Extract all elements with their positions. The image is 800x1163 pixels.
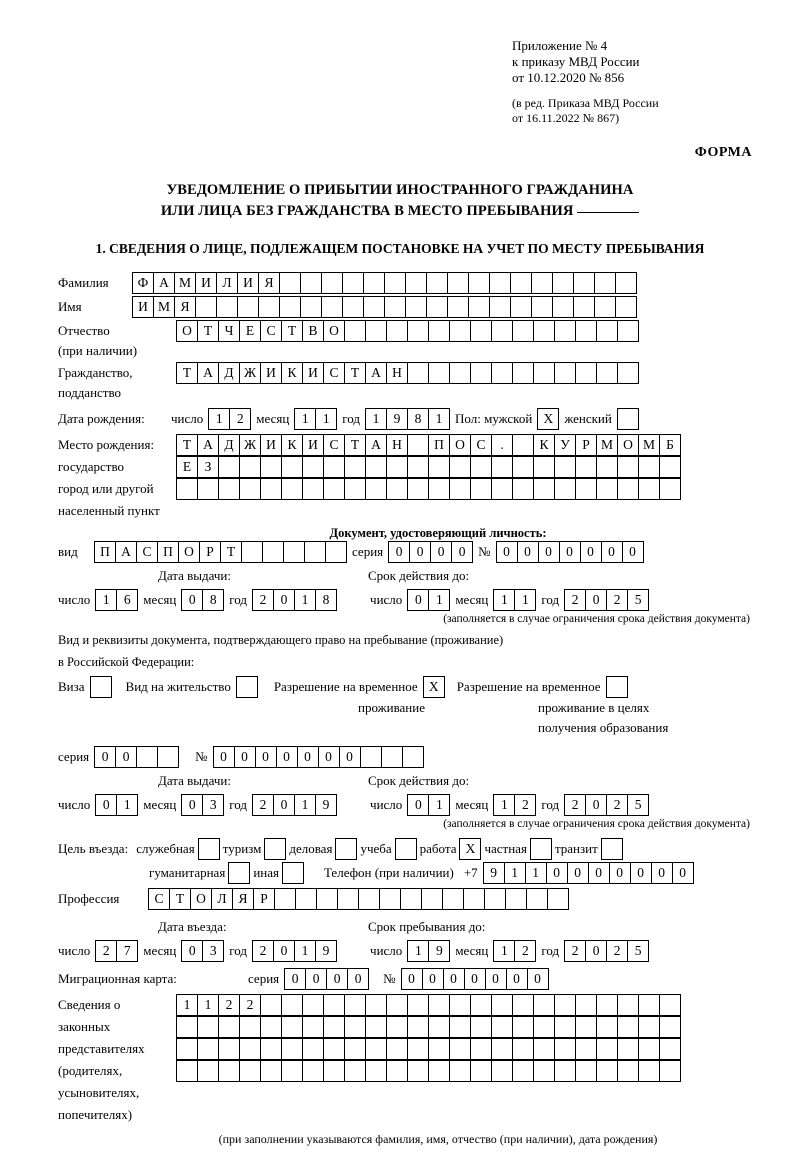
permit-number-label: №	[195, 749, 208, 764]
representatives-row-1[interactable]: 1 1 2 2	[176, 994, 681, 1016]
row-patronymic	[58, 320, 758, 360]
purpose-option-label-0: служебная	[136, 841, 195, 856]
permit-issue-month-label: месяц	[143, 797, 177, 812]
representatives-label-2: законных	[58, 1019, 111, 1034]
row-purpose	[58, 838, 758, 860]
purpose-option-label-7: гуманитарная	[149, 865, 226, 880]
issue-year-input[interactable]: 2 0 1 8	[252, 589, 337, 611]
row-issue-headings	[58, 565, 758, 587]
permit-valid-month-input[interactable]: 1 2	[493, 794, 536, 816]
citizenship-label: Гражданство,	[58, 365, 133, 380]
valid-year-label: год	[541, 592, 560, 607]
temp-residence-checkbox[interactable]: Х	[423, 676, 445, 698]
residence-checkbox[interactable]	[236, 676, 258, 698]
purpose-option-label-5: частная	[484, 841, 527, 856]
row-birthdate	[58, 408, 758, 430]
name-label: Имя	[58, 299, 82, 314]
phone-label: Телефон (при наличии)	[323, 865, 454, 880]
representatives-row-4[interactable]	[176, 1060, 681, 1082]
stay-day-input[interactable]: 1 9	[407, 940, 450, 962]
header-line-5: от 16.11.2022 № 867)	[512, 111, 620, 125]
doc-series-label: серия	[352, 544, 384, 559]
edu-residence-checkbox[interactable]	[606, 676, 628, 698]
migration-card-label: Миграционная карта:	[58, 971, 177, 986]
row-entry-dates	[58, 940, 758, 962]
visa-label: Виза	[58, 679, 85, 694]
sex-female-checkbox[interactable]	[617, 408, 639, 430]
permit-valid-month-label: месяц	[455, 797, 489, 812]
row-name	[58, 296, 758, 318]
permit-valid-day-label: число	[370, 797, 403, 812]
birthdate-label: Дата рождения:	[58, 411, 145, 426]
temp-residence-label: Разрешение на временное	[273, 679, 418, 694]
patronymic-sublabel: (при наличии)	[58, 343, 138, 358]
entry-year-input[interactable]: 2 0 1 9	[252, 940, 337, 962]
permit-line-1: Вид и реквизиты документа, подтверждающего право на пребывание (проживание)	[58, 633, 504, 647]
edu-residence-label-2: проживание в целях	[538, 700, 650, 715]
name-input[interactable]: И М Я	[132, 296, 637, 318]
header-line-4: (в ред. Приказа МВД России	[512, 96, 659, 110]
stay-month-label: месяц	[455, 943, 489, 958]
purpose-option-label-2: деловая	[289, 841, 333, 856]
purpose-checkbox-gumanitarnaya[interactable]	[228, 862, 250, 884]
profession-label: Профессия	[58, 891, 120, 906]
permit-issue-year-label: год	[229, 797, 248, 812]
sex-male-checkbox[interactable]: Х	[537, 408, 559, 430]
migration-series-input[interactable]: 0 0 0 0	[284, 968, 369, 990]
section-1-heading: 1. СВЕДЕНИЯ О ЛИЦЕ, ПОДЛЕЖАЩЕМ ПОСТАНОВКЕ НА УЧЕТ ПО МЕСТУ ПРЕБЫВАНИЯ	[95, 241, 705, 256]
permit-issue-heading: Дата выдачи:	[158, 773, 232, 788]
profession-input[interactable]: С Т О Л Я Р	[148, 888, 569, 910]
representatives-row-3[interactable]	[176, 1038, 681, 1060]
birthplace-row-1[interactable]: Т А Д Ж И К И С Т А Н П О С . К У Р М О М Б	[176, 434, 681, 456]
citizenship-sublabel: подданство	[58, 385, 122, 400]
row-purpose-2	[58, 862, 758, 884]
migration-series-label: серия	[248, 971, 280, 986]
issue-day-label: число	[58, 592, 91, 607]
permit-number-input[interactable]: 0 0 0 0 0 0 0	[213, 746, 424, 768]
migration-number-input[interactable]: 0 0 0 0 0 0 0	[401, 968, 549, 990]
entry-date-heading: Дата въезда:	[158, 919, 227, 934]
permit-footnote: (заполняется в случае ограничения срока действия документа)	[443, 818, 750, 830]
header-line-3: от 10.12.2020 № 856	[512, 70, 625, 85]
patronymic-label: Отчество	[58, 323, 110, 338]
entry-month-input[interactable]: 0 3	[181, 940, 224, 962]
phone-prefix: +7	[463, 865, 478, 880]
birth-year-input[interactable]: 1 9 8 1	[365, 408, 450, 430]
purpose-option-label-8: иная	[253, 865, 279, 880]
permit-issue-day-label: число	[58, 797, 91, 812]
representatives-row-2[interactable]	[176, 1016, 681, 1038]
birth-month-input[interactable]: 1 1	[294, 408, 337, 430]
permit-valid-year-input[interactable]: 2 0 2 5	[564, 794, 649, 816]
entry-month-label: месяц	[143, 943, 177, 958]
row-birthplace	[58, 434, 758, 522]
purpose-checkbox-chastnaya[interactable]	[530, 838, 552, 860]
doc-number-label: №	[478, 544, 491, 559]
sex-female-label: женский	[564, 411, 612, 426]
issue-date-heading: Дата выдачи:	[158, 568, 232, 583]
birthplace-label: Место рождения:	[58, 437, 155, 452]
birthplace-label-3: город или другой	[58, 481, 154, 496]
purpose-option-label-6: транзит	[554, 841, 598, 856]
row-citizenship	[58, 362, 758, 402]
purpose-checkbox-tranzit[interactable]	[601, 838, 623, 860]
issue-month-input[interactable]: 0 8	[181, 589, 224, 611]
stay-month-input[interactable]: 1 2	[493, 940, 536, 962]
row-representatives	[58, 994, 758, 1126]
purpose-option-label-3: учеба	[360, 841, 392, 856]
sex-male-label: Пол: мужской	[455, 411, 533, 426]
representatives-label-1: Сведения о	[58, 997, 121, 1012]
page-title-line-2: ИЛИ ЛИЦА БЕЗ ГРАЖДАНСТВА В МЕСТО ПРЕБЫВАНИЯ	[160, 203, 574, 219]
row-permit-dates	[58, 794, 758, 816]
birth-day-input[interactable]: 1 2	[208, 408, 251, 430]
birthplace-row-2[interactable]: Е З	[176, 456, 681, 478]
representatives-label-5: усыновителях,	[58, 1085, 140, 1100]
title-blank-line	[577, 212, 639, 213]
issue-day-input[interactable]: 1 6	[95, 589, 138, 611]
permit-valid-day-input[interactable]: 0 1	[407, 794, 450, 816]
doc-number-input[interactable]: 0 0 0 0 0 0 0	[496, 541, 644, 563]
birthplace-label-2: государство	[58, 459, 124, 474]
row-permit-date-headings	[58, 770, 758, 792]
issue-year-label: год	[229, 592, 248, 607]
doc-kind-label: вид	[58, 544, 78, 559]
purpose-option-label-1: туризм	[222, 841, 262, 856]
row-profession	[58, 888, 758, 910]
permit-valid-year-label: год	[541, 797, 560, 812]
representatives-label-4: (родителях,	[58, 1063, 123, 1078]
permit-series-input[interactable]: 0 0	[94, 746, 179, 768]
stay-year-label: год	[541, 943, 560, 958]
birthplace-label-4: населенный пункт	[58, 503, 160, 518]
visa-checkbox[interactable]	[90, 676, 112, 698]
purpose-checkbox-turizm[interactable]	[264, 838, 286, 860]
edu-residence-label-3: получения образования	[538, 720, 669, 735]
doc-series-input[interactable]: 0 0 0 0	[388, 541, 473, 563]
phone-input[interactable]: 9 1 1 0 0 0 0 0 0 0	[483, 862, 694, 884]
cell: Ф	[132, 272, 154, 294]
issue-footnote: (заполняется в случае ограничения срока действия документа)	[443, 613, 750, 625]
valid-year-input[interactable]: 2 0 2 5	[564, 589, 649, 611]
representatives-label-3: представителях	[58, 1041, 145, 1056]
surname-input[interactable]: Ф А М И Л И Я	[132, 272, 637, 294]
page-title	[0, 180, 800, 222]
row-surname	[58, 272, 758, 294]
entry-day-label: число	[58, 943, 91, 958]
permit-issue-year-input[interactable]: 2 0 1 9	[252, 794, 337, 816]
residence-label: Вид на жительство	[125, 679, 231, 694]
permit-issue-day-input[interactable]: 0 1	[95, 794, 138, 816]
doc-kind-input[interactable]: П А С П О Р Т	[94, 541, 347, 563]
representatives-label-6: попечителях)	[58, 1107, 133, 1122]
birthplace-row-3[interactable]	[176, 478, 681, 500]
row-migration-card	[58, 968, 758, 990]
stay-year-input[interactable]: 2 0 2 5	[564, 940, 649, 962]
entry-year-label: год	[229, 943, 248, 958]
purpose-checkbox-rabota[interactable]: Х	[459, 838, 481, 860]
valid-month-input[interactable]: 1 1	[493, 589, 536, 611]
patronymic-input[interactable]: О Т Ч Е С Т В О	[176, 320, 639, 342]
valid-day-label: число	[370, 592, 403, 607]
valid-month-label: месяц	[455, 592, 489, 607]
edu-residence-label: Разрешение на временное	[456, 679, 601, 694]
header-line-1: Приложение № 4	[512, 38, 608, 53]
issue-month-label: месяц	[143, 592, 177, 607]
permit-series-label: серия	[58, 749, 90, 764]
page-title-line-1: УВЕДОМЛЕНИЕ О ПРИБЫТИИ ИНОСТРАННОГО ГРАЖДАНИНА	[166, 182, 634, 198]
purpose-label: Цель въезда:	[58, 841, 129, 856]
citizenship-input[interactable]: Т А Д Ж И К И С Т А Н	[176, 362, 639, 384]
purpose-option-label-4: работа	[419, 841, 457, 856]
stay-until-heading: Срок пребывания до:	[368, 919, 486, 934]
surname-label: Фамилия	[58, 275, 109, 290]
permit-issue-month-input[interactable]: 0 3	[181, 794, 224, 816]
birth-month-label: месяц	[256, 411, 290, 426]
purpose-checkbox-inaya[interactable]	[282, 862, 304, 884]
stay-day-label: число	[370, 943, 403, 958]
permit-valid-heading: Срок действия до:	[368, 773, 470, 788]
purpose-checkbox-ucheba[interactable]	[395, 838, 417, 860]
permit-line-2: в Российской Федерации:	[58, 655, 195, 669]
valid-until-heading: Срок действия до:	[368, 568, 470, 583]
representatives-footnote: (при заполнении указываются фамилия, имя, отчество (при наличии), дата рождения)	[218, 1132, 658, 1146]
form-body	[58, 272, 758, 1147]
row-identity-doc	[58, 541, 758, 563]
header-block	[512, 38, 752, 136]
temp-residence-label-2: проживание	[358, 700, 425, 715]
migration-number-label: №	[383, 971, 396, 986]
row-permit-series	[58, 746, 758, 768]
form-word: ФОРМА	[694, 145, 752, 160]
row-permit-types	[58, 676, 758, 698]
purpose-checkbox-delovaya[interactable]	[335, 838, 357, 860]
header-line-2: к приказу МВД России	[512, 54, 640, 69]
identity-doc-heading: Документ, удостоверяющий личность:	[329, 526, 547, 540]
row-issue-dates	[58, 589, 758, 611]
entry-day-input[interactable]: 2 7	[95, 940, 138, 962]
valid-day-input[interactable]: 0 1	[407, 589, 450, 611]
birth-year-label: год	[342, 411, 361, 426]
purpose-checkbox-sluzhebnaya[interactable]	[198, 838, 220, 860]
birth-day-label: число	[171, 411, 204, 426]
row-entry-headings	[58, 916, 758, 938]
